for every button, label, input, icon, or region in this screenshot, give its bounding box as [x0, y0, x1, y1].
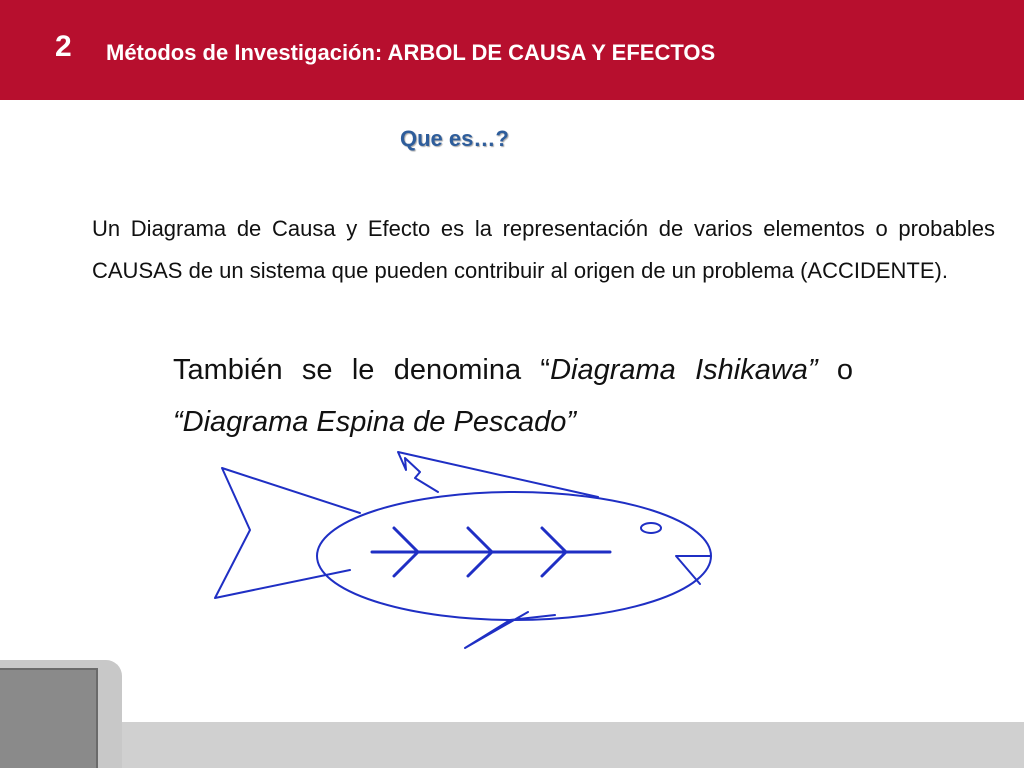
fish-body: [317, 492, 711, 620]
corner-decoration-inner: [0, 668, 98, 768]
aka-prefix: También se le denomina “: [173, 354, 551, 386]
fish-mouth: [676, 556, 710, 584]
section-number: 2: [55, 30, 72, 63]
fish-tail: [215, 468, 360, 598]
fish-pelvic-fin: [465, 612, 555, 648]
slide-title: Métodos de Investigación: ARBOL DE CAUSA Y EFECTOS: [106, 40, 716, 65]
fish-eye: [641, 523, 661, 533]
footer-strip: [118, 722, 1024, 768]
aka-name-fishbone: “Diagrama Espina de Pescado”: [173, 406, 576, 438]
aka-name-ishikawa: Diagrama Ishikawa”: [550, 354, 818, 386]
section-subtitle: Que es…?: [400, 126, 509, 151]
definition-paragraph: Un Diagrama de Causa y Efecto es la representación de varios elementos o probables CAUSAS de un sistema que pueden contribuir al origen de un problema (ACCIDENTE).: [92, 216, 995, 283]
aka-middle: o: [817, 354, 854, 386]
fish-dorsal-fin: [398, 452, 598, 497]
